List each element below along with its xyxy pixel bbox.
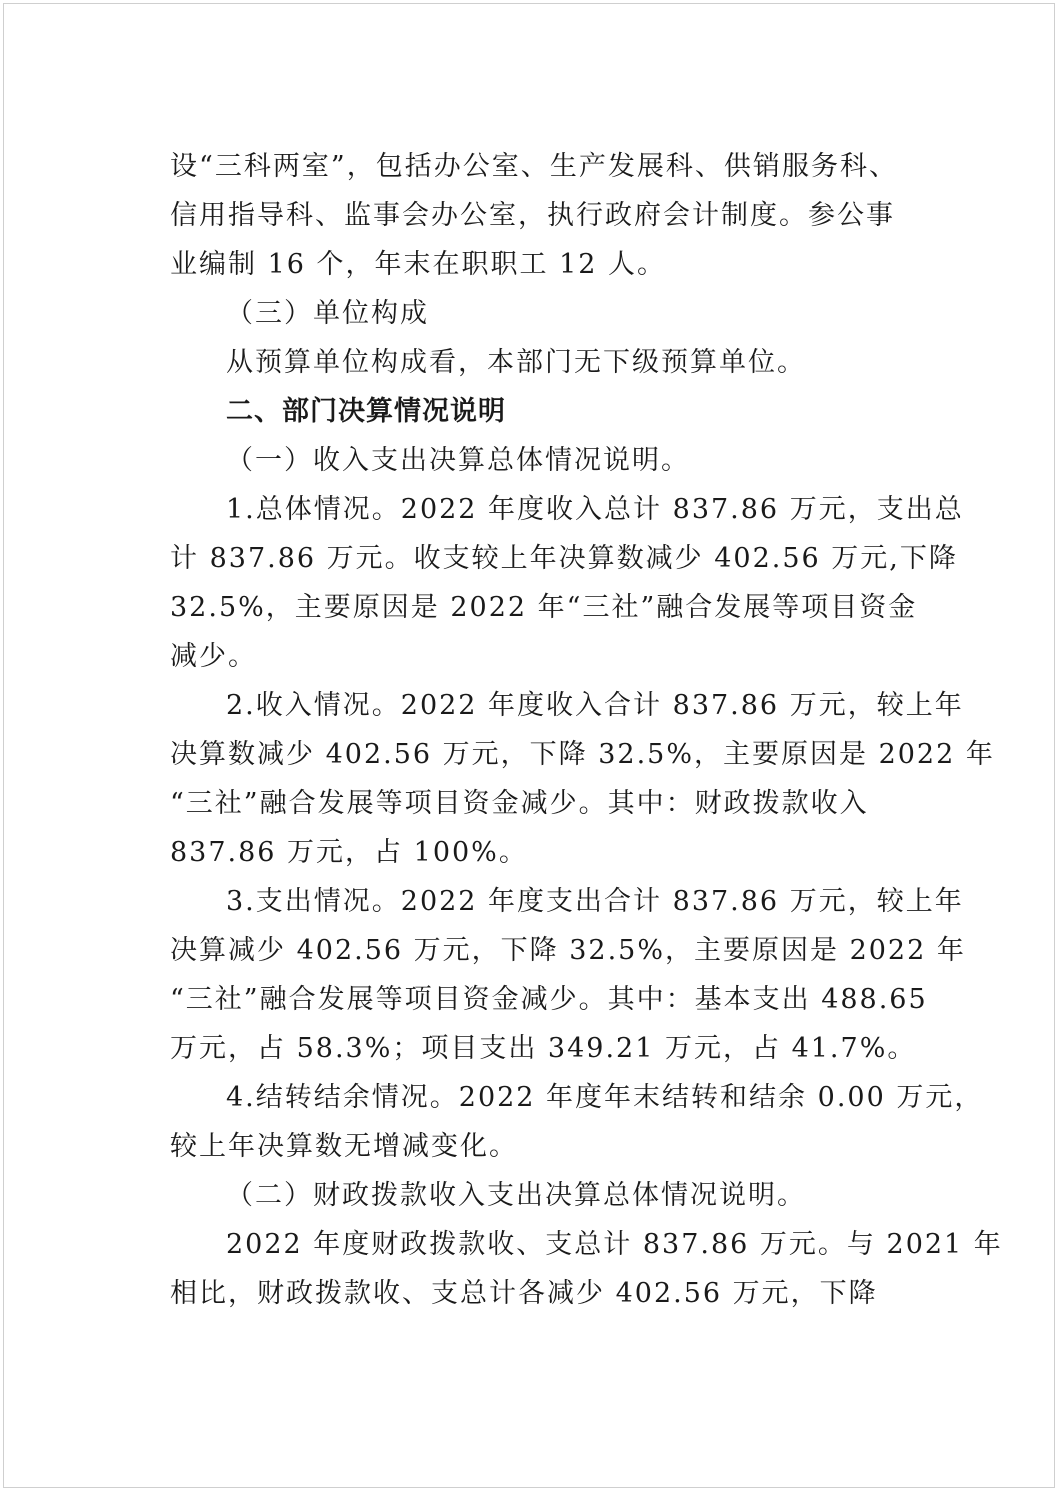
text-line-20: 4.结转结余情况。2022 年度年末结转和结余 0.00 万元， [226, 1082, 984, 1113]
text-line-12: 2.收入情况。2022 年度收入合计 837.86 万元，较上年 [226, 690, 964, 721]
text-line-24: 相比，财政拨款收、支总计各减少 402.56 万元，下降 [170, 1278, 878, 1309]
section-heading-final-accounts: 二、部门决算情况说明 [226, 396, 506, 427]
subsection-heading-income-expenditure: （一）收入支出决算总体情况说明。 [226, 445, 690, 476]
text-line-9: 计 837.86 万元。收支较上年决算数减少 402.56 万元,下降 [170, 543, 958, 574]
document-body [170, 142, 1003, 1318]
text-line-21: 较上年决算数无增减变化。 [170, 1131, 518, 1162]
text-line-14: “三社”融合发展等项目资金减少。其中：财政拨款收入 [170, 788, 869, 819]
text-line-8: 1.总体情况。2022 年度收入总计 837.86 万元，支出总 [226, 494, 964, 525]
text-line-23: 2022 年度财政拨款收、支总计 837.86 万元。与 2021 年 [226, 1229, 1003, 1260]
subsection-heading-fiscal-appropriation: （二）财政拨款收入支出决算总体情况说明。 [226, 1180, 806, 1211]
text-line-2: 信用指导科、监事会办公室，执行政府会计制度。参公事 [170, 200, 895, 231]
subsection-heading-unit-composition: （三）单位构成 [226, 298, 429, 329]
text-line-19: 万元，占 58.3%；项目支出 349.21 万元，占 41.7%。 [170, 1033, 917, 1064]
text-line-11: 减少。 [170, 641, 257, 672]
text-line-3: 业编制 16 个，年末在职职工 12 人。 [170, 249, 667, 280]
text-line-1: 设“三科两室”，包括办公室、生产发展科、供销服务科、 [170, 151, 898, 182]
text-line-5: 从预算单位构成看，本部门无下级预算单位。 [226, 347, 806, 378]
text-line-18: “三社”融合发展等项目资金减少。其中：基本支出 488.65 [170, 984, 928, 1015]
text-line-13: 决算数减少 402.56 万元，下降 32.5%，主要原因是 2022 年 [170, 739, 995, 770]
text-line-16: 3.支出情况。2022 年度支出合计 837.86 万元，较上年 [226, 886, 964, 917]
text-line-15: 837.86 万元，占 100%。 [170, 837, 528, 868]
text-line-17: 决算减少 402.56 万元，下降 32.5%，主要原因是 2022 年 [170, 935, 966, 966]
text-line-10: 32.5%，主要原因是 2022 年“三社”融合发展等项目资金 [170, 592, 918, 623]
document-page [3, 3, 1055, 1488]
